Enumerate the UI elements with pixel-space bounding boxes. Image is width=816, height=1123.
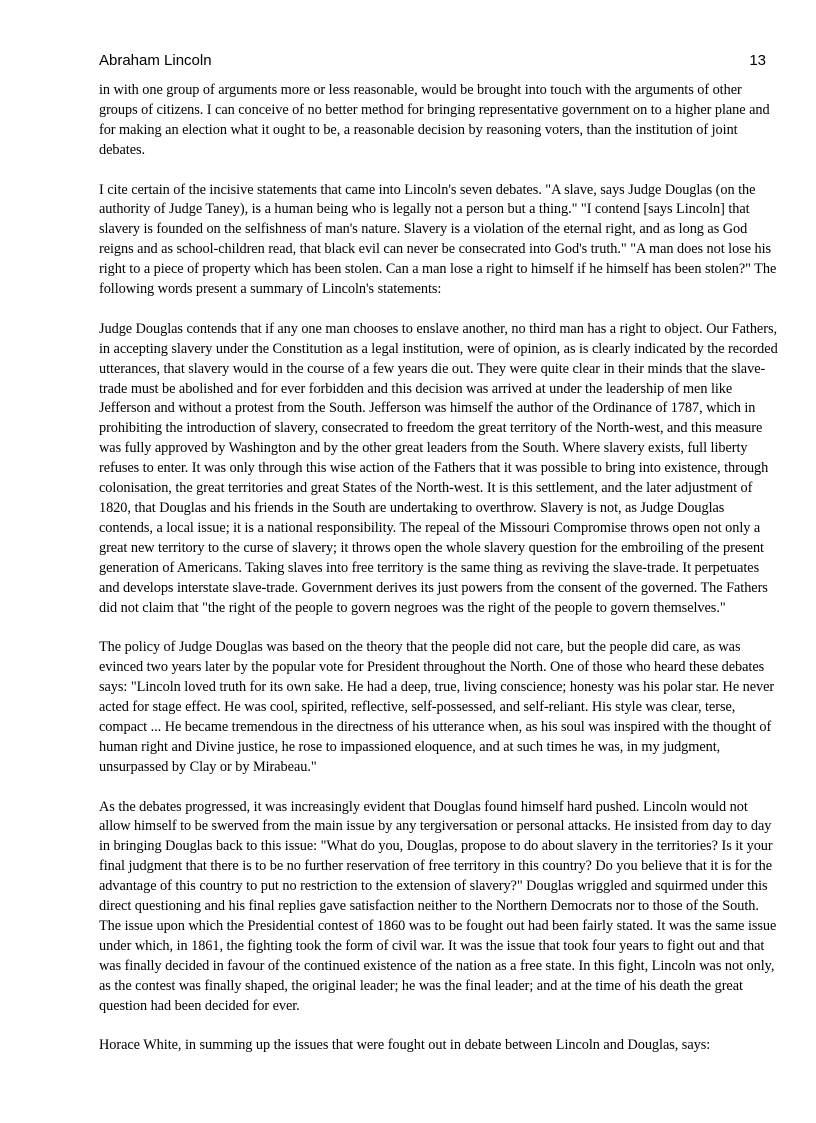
page-number: 13 — [749, 52, 766, 69]
paragraph-1: in with one group of arguments more or less reasonable, would be brought into touch with the arguments of other groups of citizens. I can conceive of no better method for bringing representative government on to a higher plane and for making an election what it ought to be, a reasonable decision by reasoning voters, than the institution of joint debates. — [99, 82, 770, 158]
paragraph-5: As the debates progressed, it was increasingly evident that Douglas found himself hard pushed. Lincoln would not allow himself to be swerved from the main issue by any tergiversation or personal attacks. He insisted from day to day in bringing Douglas back to this issue: "What do you, Douglas, propose to do about slavery in the territories? Is it your final judgment that there is to be no further reservation of free territory in this country? Do you believe that it is for the advantage of this country to put no restriction to the extension of slavery?" Douglas wriggled and squirmed under this direct questioning and his final replies gave satisfaction neither to the Northern Democrats nor to those of the South. The issue upon which the Presidential contest of 1860 was to be fought out had been fairly stated. It was the same issue under which, in 1861, the fighting took the form of civil war. It was the issue that took four years to fight out and that was finally decided in favour of the continued existence of the nation as a free state. In this fight, Lincoln was not only, as the contest was finally shaped, the original leader; he was the final leader; and at the time of his death the great question had been decided for ever. — [99, 798, 777, 1014]
paragraph-2: I cite certain of the incisive statements that came into Lincoln's seven debates. "A slave, says Judge Douglas (on the authority of Judge Taney), is a human being who is legally not a person but a thing." "I contend [says Lincoln] that slavery is founded on the selfishness of man's nature. Slavery is a violation of the eternal right, and as long as God reigns and as school-children read, that black evil can never be consecrated into God's truth." "A man does not lose his right to a piece of property which has been stolen. Can a man lose a right to himself if he himself has been stolen?" The following words present a summary of Lincoln's statements: — [99, 181, 777, 298]
paragraph-6: Horace White, in summing up the issues that were fought out in debate between Lincoln and Douglas, says: — [99, 1037, 711, 1054]
paragraph-3: Judge Douglas contends that if any one man chooses to enslave another, no third man has a right to object. Our Fathers, in accepting slavery under the Constitution as a legal institution, were of opinion, as is clearly indicated by the recorded utterances, that slavery would in the course of a few years die out. They were quite clear in their minds that the slave-trade must be abolished and for ever forbidden and this decision was arrived at under the leadership of men like Jefferson and without a protest from the South. Jefferson was himself the author of the Ordinance of 1787, which in prohibiting the introduction of slavery, consecrated to freedom the great territory of the North-west, and this measure was fully approved by Washington and by the other great leaders from the South. Where slavery exists, full liberty refuses to enter. It was only through this wise action of the Fathers that it was possible to bring into existence, through colonisation, the great territories and great States of the North-west. It is this settlement, and the later adjustment of 1820, that Douglas and his friends in the South are undertaking to overthrow. Slavery is not, as Judge Douglas contends, a local issue; it is a national responsibility. The repeal of the Missouri Compromise throws open not only a great new territory to the curse of slavery; it throws open the whole slavery question for the embroiling of the present generation of Americans. Taking slaves into free territory is the same thing as reviving the slave-trade. It perpetuates and develops interstate slave-trade. Government derives its just powers from the consent of the governed. The Fathers did not claim that "the right of the people to govern negroes was the right of the people to govern themselves." — [99, 320, 778, 616]
paragraph-4: The policy of Judge Douglas was based on the theory that the people did not care, but the people did care, as was evinced two years later by the popular vote for President throughout the North. One of those who heard these debates says: "Lincoln loved truth for its own sake. He had a deep, true, living conscience; honesty was his polar star. He never acted for stage effect. He was cool, spirited, reflective, self-possessed, and self-reliant. His style was clear, terse, compact ... He became tremendous in the directness of his utterance when, as his soul was inspired with the thought of human right and Divine justice, he rose to impassioned eloquence, and at such times he was, in my judgment, unsurpassed by Clay or by Mirabeau." — [99, 639, 775, 775]
page-header — [99, 52, 766, 74]
body-text — [99, 81, 779, 1076]
running-title: Abraham Lincoln — [99, 52, 212, 69]
